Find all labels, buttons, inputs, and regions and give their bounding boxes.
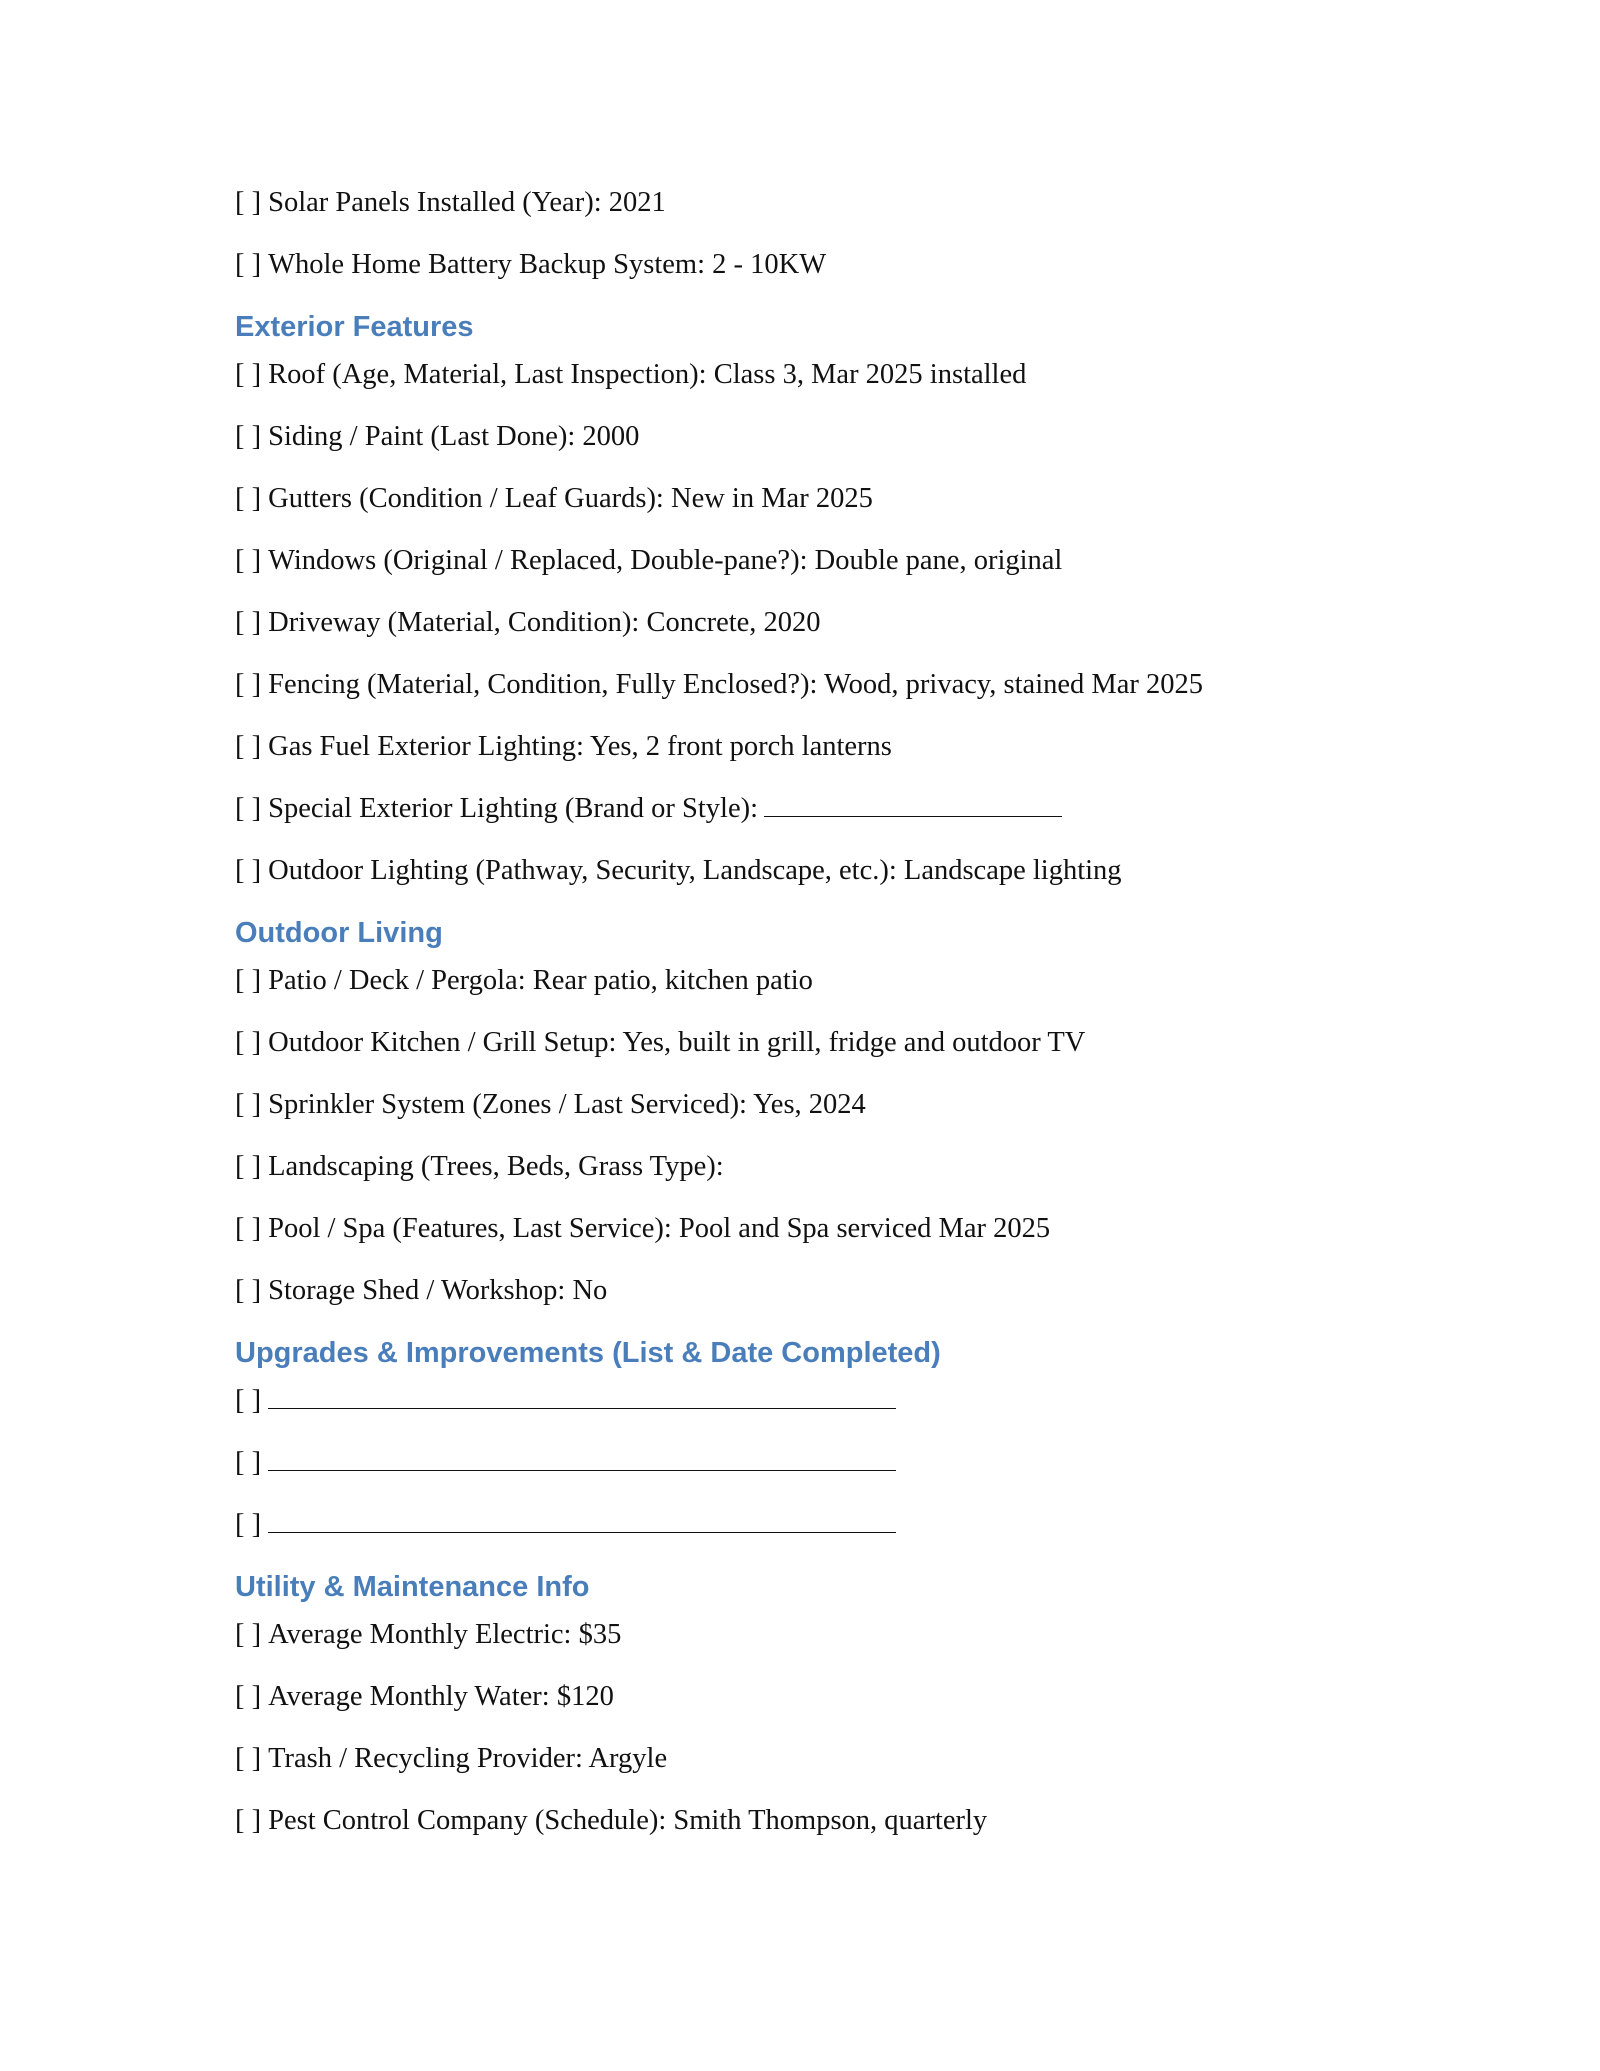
item-value: Rear patio, kitchen patio bbox=[532, 965, 813, 996]
item-label: Outdoor Lighting (Pathway, Security, Landscape, etc.): bbox=[268, 855, 897, 886]
checklist-item-roof bbox=[235, 350, 1435, 412]
fill-in-blank[interactable] bbox=[268, 1440, 896, 1471]
item-label: Windows (Original / Replaced, Double-pane?): bbox=[268, 545, 808, 576]
checkbox-marker[interactable]: [ ] bbox=[235, 731, 262, 762]
checklist-item-outdoor-lighting bbox=[235, 846, 1435, 908]
item-value: Class 3, Mar 2025 installed bbox=[713, 359, 1027, 390]
checkbox-marker[interactable]: [ ] bbox=[235, 1385, 262, 1416]
checklist-item-water bbox=[235, 1672, 1435, 1734]
item-value: Yes, built in grill, fridge and outdoor TV bbox=[622, 1027, 1086, 1058]
checklist-item-fencing bbox=[235, 660, 1435, 722]
item-value: Yes, 2 front porch lanterns bbox=[590, 731, 892, 762]
item-label: Siding / Paint (Last Done): bbox=[268, 421, 576, 452]
item-value: New in Mar 2025 bbox=[670, 483, 873, 514]
checklist-item-electric bbox=[235, 1610, 1435, 1672]
item-value: No bbox=[572, 1275, 608, 1306]
item-label: Roof (Age, Material, Last Inspection): bbox=[268, 359, 707, 390]
item-label: Pool / Spa (Features, Last Service): bbox=[268, 1213, 672, 1244]
checklist-document bbox=[235, 178, 1435, 1858]
item-label: Fencing (Material, Condition, Fully Enclosed?): bbox=[268, 669, 818, 700]
checklist-item-gas-lighting bbox=[235, 722, 1435, 784]
checkbox-marker[interactable]: [ ] bbox=[235, 1619, 262, 1650]
checkbox-marker[interactable]: [ ] bbox=[235, 1681, 262, 1712]
checklist-item-driveway bbox=[235, 598, 1435, 660]
item-label: Special Exterior Lighting (Brand or Style): bbox=[268, 793, 759, 824]
item-value: Double pane, original bbox=[814, 545, 1063, 576]
checkbox-marker[interactable]: [ ] bbox=[235, 669, 262, 700]
item-label: Landscaping (Trees, Beds, Grass Type): bbox=[268, 1151, 724, 1182]
item-value: Wood, privacy, stained Mar 2025 bbox=[824, 669, 1203, 700]
item-label: Whole Home Battery Backup System: bbox=[268, 249, 706, 280]
checklist-item-storage-shed bbox=[235, 1266, 1435, 1328]
checkbox-marker[interactable]: [ ] bbox=[235, 545, 262, 576]
upgrade-entry-line bbox=[235, 1500, 1435, 1562]
checkbox-marker[interactable]: [ ] bbox=[235, 965, 262, 996]
checkbox-marker[interactable]: [ ] bbox=[235, 1089, 262, 1120]
item-label: Trash / Recycling Provider: bbox=[268, 1743, 583, 1774]
item-value: Argyle bbox=[588, 1743, 668, 1774]
checkbox-marker[interactable]: [ ] bbox=[235, 187, 262, 218]
item-label: Average Monthly Water: bbox=[268, 1681, 550, 1712]
checkbox-marker[interactable]: [ ] bbox=[235, 1509, 262, 1540]
checkbox-marker[interactable]: [ ] bbox=[235, 1027, 262, 1058]
checklist-item-sprinkler bbox=[235, 1080, 1435, 1142]
item-value: 2000 bbox=[582, 421, 640, 452]
checklist-item-battery-backup bbox=[235, 240, 1435, 302]
fill-in-blank[interactable] bbox=[268, 1502, 896, 1533]
checkbox-marker[interactable]: [ ] bbox=[235, 1743, 262, 1774]
checkbox-marker[interactable]: [ ] bbox=[235, 359, 262, 390]
checklist-item-patio bbox=[235, 956, 1435, 1018]
item-value: $120 bbox=[556, 1681, 614, 1712]
item-value: Pool and Spa serviced Mar 2025 bbox=[678, 1213, 1051, 1244]
checkbox-marker[interactable]: [ ] bbox=[235, 483, 262, 514]
item-label: Solar Panels Installed (Year): bbox=[268, 187, 602, 218]
checkbox-marker[interactable]: [ ] bbox=[235, 793, 262, 824]
checkbox-marker[interactable]: [ ] bbox=[235, 1213, 262, 1244]
checkbox-marker[interactable]: [ ] bbox=[235, 1275, 262, 1306]
checklist-item-pest-control bbox=[235, 1796, 1435, 1858]
item-value: Smith Thompson, quarterly bbox=[673, 1805, 988, 1836]
item-label: Outdoor Kitchen / Grill Setup: bbox=[268, 1027, 617, 1058]
item-label: Sprinkler System (Zones / Last Serviced): bbox=[268, 1089, 747, 1120]
upgrade-entry-line bbox=[235, 1376, 1435, 1438]
checklist-item-windows bbox=[235, 536, 1435, 598]
fill-in-blank[interactable] bbox=[764, 786, 1062, 817]
checkbox-marker[interactable]: [ ] bbox=[235, 1151, 262, 1182]
item-label: Pest Control Company (Schedule): bbox=[268, 1805, 667, 1836]
checklist-item-outdoor-kitchen bbox=[235, 1018, 1435, 1080]
checkbox-marker[interactable]: [ ] bbox=[235, 421, 262, 452]
checkbox-marker[interactable]: [ ] bbox=[235, 855, 262, 886]
checklist-item-landscaping bbox=[235, 1142, 1435, 1204]
checklist-item-trash bbox=[235, 1734, 1435, 1796]
item-value: $35 bbox=[578, 1619, 622, 1650]
checkbox-marker[interactable]: [ ] bbox=[235, 249, 262, 280]
section-heading-exterior-features: Exterior Features bbox=[235, 311, 474, 343]
section-heading-outdoor-living: Outdoor Living bbox=[235, 917, 443, 949]
checklist-item-siding bbox=[235, 412, 1435, 474]
checklist-item-gutters bbox=[235, 474, 1435, 536]
item-value: Yes, 2024 bbox=[753, 1089, 866, 1120]
checkbox-marker[interactable]: [ ] bbox=[235, 1805, 262, 1836]
fill-in-blank[interactable] bbox=[268, 1378, 896, 1409]
checklist-item-special-lighting bbox=[235, 784, 1435, 846]
item-value: Landscape lighting bbox=[903, 855, 1122, 886]
item-label: Gas Fuel Exterior Lighting: bbox=[268, 731, 584, 762]
item-value: Concrete, 2020 bbox=[646, 607, 821, 638]
item-label: Gutters (Condition / Leaf Guards): bbox=[268, 483, 664, 514]
checkbox-marker[interactable]: [ ] bbox=[235, 607, 262, 638]
item-label: Storage Shed / Workshop: bbox=[268, 1275, 566, 1306]
item-label: Driveway (Material, Condition): bbox=[268, 607, 640, 638]
section-heading-utility: Utility & Maintenance Info bbox=[235, 1571, 590, 1603]
checkbox-marker[interactable]: [ ] bbox=[235, 1447, 262, 1478]
item-label: Average Monthly Electric: bbox=[268, 1619, 572, 1650]
checklist-item-pool-spa bbox=[235, 1204, 1435, 1266]
item-label: Patio / Deck / Pergola: bbox=[268, 965, 526, 996]
section-heading-upgrades: Upgrades & Improvements (List & Date Completed) bbox=[235, 1337, 941, 1369]
item-value: 2 - 10KW bbox=[712, 249, 827, 280]
checklist-item-solar-panels bbox=[235, 178, 1435, 240]
item-value: 2021 bbox=[608, 187, 666, 218]
upgrade-entry-line bbox=[235, 1438, 1435, 1500]
